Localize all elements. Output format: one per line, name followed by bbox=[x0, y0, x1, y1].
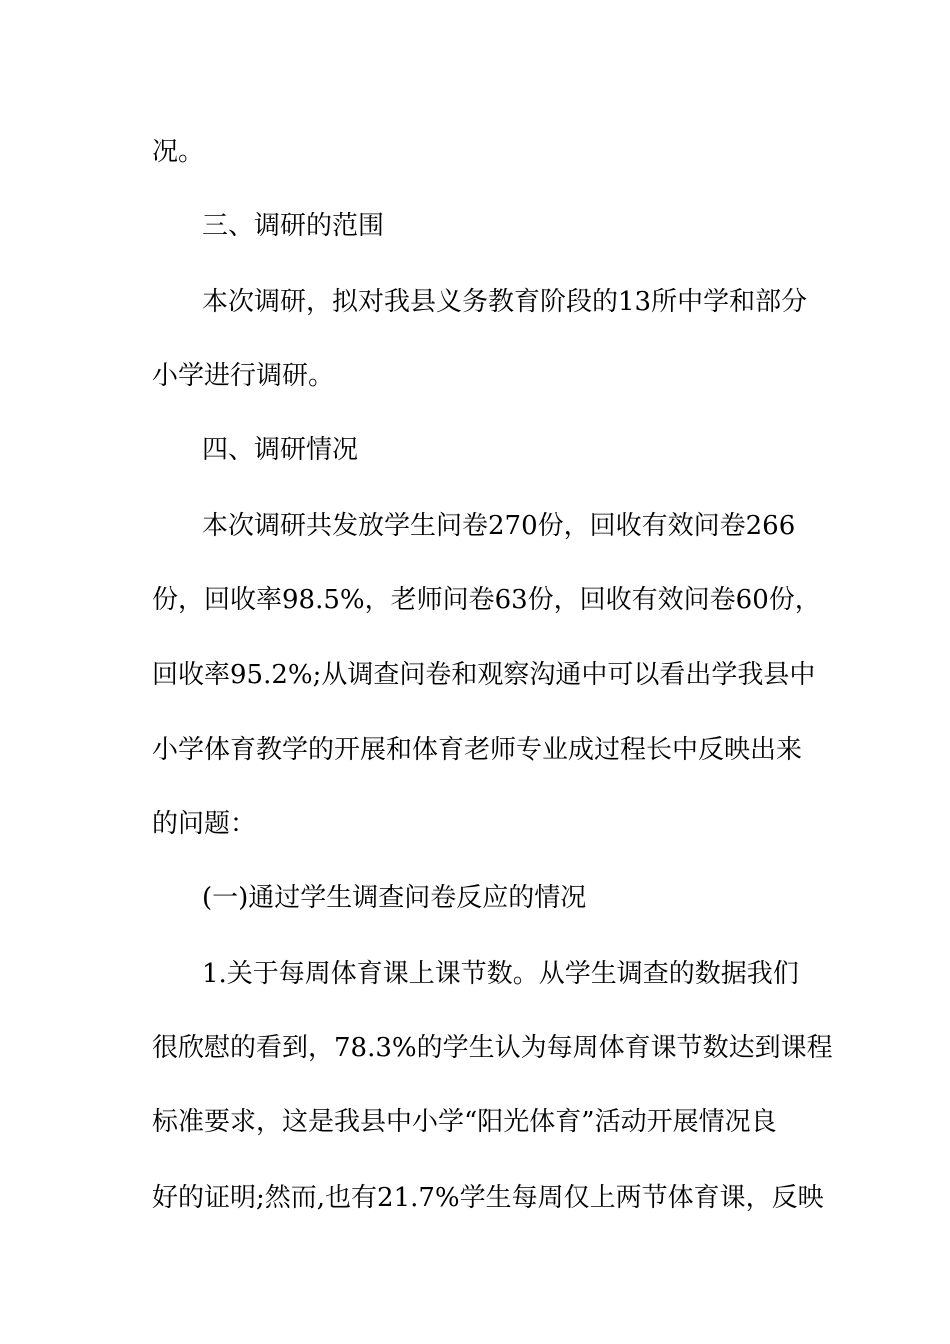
paragraph-line: 1.关于每周体育课上课节数。从学生调查的数据我们 bbox=[202, 959, 799, 989]
paragraph-line: 小学体育教学的开展和体育老师专业成过程长中反映出来 bbox=[152, 735, 803, 765]
paragraph-line: 好的证明;然而,也有21.7%学生每周仅上两节体育课，反映 bbox=[152, 1183, 824, 1213]
text-line: 况。 bbox=[152, 137, 205, 167]
paragraph-line: 小学进行调研。 bbox=[152, 361, 335, 391]
paragraph-line: 本次调研共发放学生问卷270份，回收有效问卷266 bbox=[202, 511, 796, 541]
paragraph-line: 很欣慰的看到，78.3%的学生认为每周体育课节数达到课程 bbox=[152, 1033, 833, 1063]
paragraph-line: 份，回收率98.5%，老师问卷63份，回收有效问卷60份， bbox=[152, 585, 821, 615]
subsection-heading: (一)通过学生调查问卷反应的情况 bbox=[202, 883, 587, 913]
section-heading-scope: 三、调研的范围 bbox=[202, 211, 385, 241]
paragraph-line: 本次调研，拟对我县义务教育阶段的13所中学和部分 bbox=[202, 287, 808, 317]
paragraph-line: 标准要求，这是我县中小学“阳光体育”活动开展情况良 bbox=[152, 1107, 777, 1137]
paragraph-line: 回收率95.2%;从调查问卷和观察沟通中可以看出学我县中 bbox=[152, 660, 816, 690]
section-heading-situation: 四、调研情况 bbox=[202, 435, 359, 465]
paragraph-line: 的问题： bbox=[152, 809, 257, 839]
